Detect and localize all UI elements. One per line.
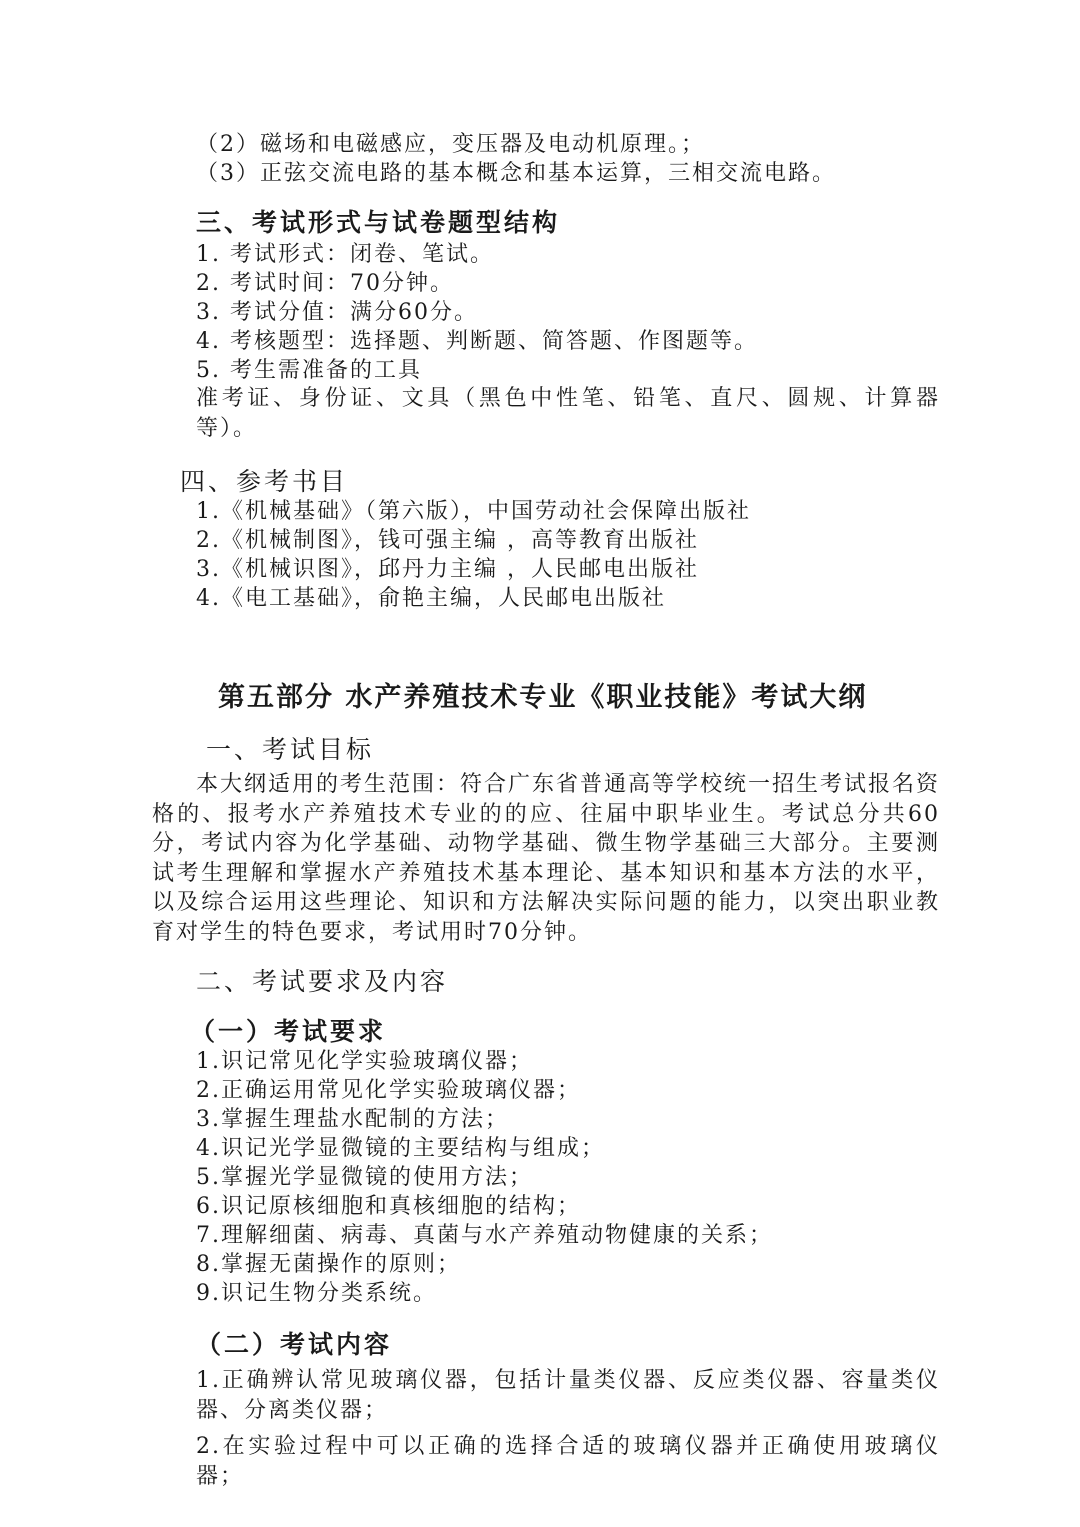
- requirement-item: 4.识记光学显微镜的主要结构与组成；: [196, 1136, 605, 1161]
- requirement-item: 1.识记常见化学实验玻璃仪器；: [196, 1049, 533, 1074]
- goal-paragraph: 本大纲适用的考生范围：符合广东省普通高等学校统一招生考试报名资格的、报考水产养殖技术专业的的应、往届中职毕业生。考试总分共60分，考试内容为化学基础、动物学基础、微生物学基础三大部分。主要测试考生理解和掌握水产养殖技术基本理论、基本知识和基本方法的水平，以及综合运用这些理论、知识和方法解决实际问题的能力，以突出职业教育对学生的特色要求，考试用时70分钟。: [152, 772, 941, 945]
- section3-heading: 三、考试形式与试卷题型结构: [196, 208, 561, 237]
- requirement-item: 2.正确运用常见化学实验玻璃仪器；: [196, 1078, 581, 1103]
- book-item: 1.《机械基础》（第六版），中国劳动社会保障出版社: [196, 499, 751, 524]
- section4-heading: 四、参考书目: [180, 467, 349, 496]
- section3-item: 4. 考核题型：选择题、判断题、简答题、作图题等。: [196, 329, 758, 354]
- section3-item: 2. 考试时间：70分钟。: [196, 271, 454, 296]
- requirement-item: 8.掌握无菌操作的原则；: [196, 1252, 461, 1277]
- req-heading: 二、考试要求及内容: [196, 967, 449, 996]
- content-item: 1.正确辨认常见玻璃仪器，包括计量类仪器、反应类仪器、容量类仪器、分离类仪器；: [196, 1368, 940, 1423]
- req-sub-heading: （一）考试要求: [190, 1017, 387, 1046]
- book-item: 4.《电工基础》，俞艳主编，人民邮电出版社: [196, 586, 666, 611]
- section3-item: 3. 考试分值：满分60分。: [196, 300, 478, 325]
- book-item: 2.《机械制图》，钱可强主编 ，高等教育出版社: [196, 528, 699, 553]
- requirement-item: 7.理解细菌、病毒、真菌与水产养殖动物健康的关系；: [196, 1223, 773, 1248]
- content-item: 2.在实验过程中可以正确的选择合适的玻璃仪器并正确使用玻璃仪器；: [196, 1434, 940, 1489]
- requirement-item: 3.掌握生理盐水配制的方法；: [196, 1107, 509, 1132]
- requirement-item: 9.识记生物分类系统。: [196, 1281, 437, 1306]
- requirement-item: 5.掌握光学显微镜的使用方法；: [196, 1165, 533, 1190]
- requirement-item: 6.识记原核细胞和真核细胞的结构；: [196, 1194, 581, 1219]
- prev-item-2: （2）磁场和电磁感应，变压器及电动机原理。；: [196, 132, 705, 157]
- content-sub-heading: （二）考试内容: [196, 1330, 393, 1359]
- prev-item-3: （3）正弦交流电路的基本概念和基本运算，三相交流电路。: [196, 161, 836, 186]
- section3-item: 1. 考试形式：闭卷、笔试。: [196, 242, 494, 267]
- goal-heading: 一、考试目标: [206, 735, 375, 764]
- tools-text: 准考证、身份证、文具（黑色中性笔、铅笔、直尺、圆规、计算器等）。: [196, 386, 940, 441]
- section3-item: 5. 考生需准备的工具: [196, 358, 422, 383]
- book-item: 3.《机械识图》，邱丹力主编 ，人民邮电出版社: [196, 557, 699, 582]
- part5-title: 第五部分 水产养殖技术专业《职业技能》考试大纲: [218, 682, 868, 713]
